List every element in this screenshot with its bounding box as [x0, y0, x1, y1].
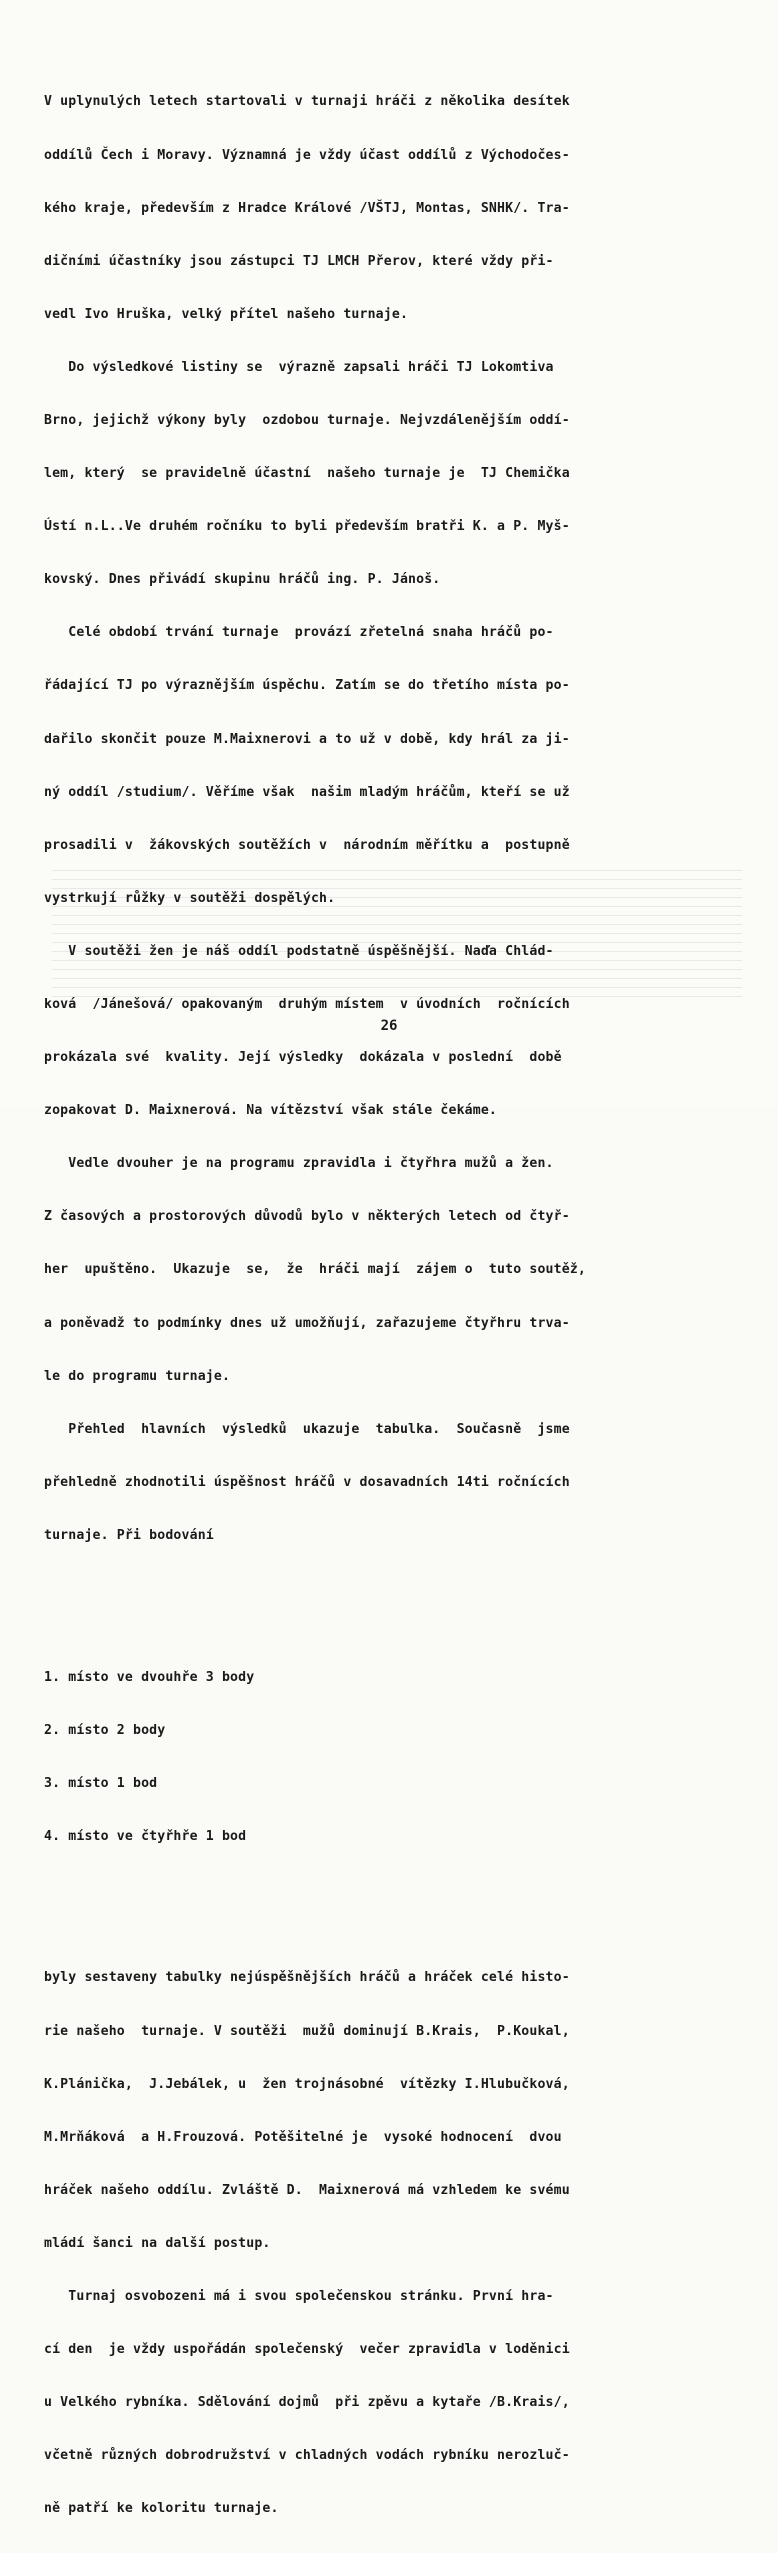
- text-line: vedl Ivo Hruška, velký přítel našeho turnaje.: [44, 306, 409, 322]
- text-line: Z časových a prostorových důvodů bylo v některých letech od čtyř-: [44, 1209, 570, 1225]
- text-line: řádající TJ po výraznějším úspěchu. Zatím se do třetího místa po-: [44, 678, 570, 694]
- text-line: Do výsledkové listiny se výrazně zapsali hráči TJ Lokomtiva: [44, 359, 554, 375]
- paragraph-gap: [44, 1598, 744, 1616]
- text-line: včetně různých dobrodružství v chladných vodách rybníku nerozluč-: [44, 2448, 570, 2464]
- text-line: K.Plánička, J.Jebálek, u žen trojnásobné vítězky I.Hlubučková,: [44, 2076, 570, 2092]
- text-line: lem, který se pravidelně účastní našeho turnaje je TJ Chemička: [44, 466, 570, 482]
- text-line: turnaje. Při bodování: [44, 1527, 214, 1543]
- text-line: M.Mrňáková a H.Frouzová. Potěšitelné je vysoké hodnocení dvou: [44, 2129, 562, 2145]
- text-line: dičními účastníky jsou zástupci TJ LMCH Přerov, které vždy při-: [44, 253, 554, 269]
- list-item: 2. místo 2 body: [44, 1722, 166, 1738]
- text-line: Ústí n.L..Ve druhém ročníku to byli především bratři K. a P. Myš-: [44, 519, 570, 535]
- text-line: Přehled hlavních výsledků ukazuje tabulka. Současně jsme: [44, 1421, 570, 1437]
- text-line: dařilo skončit pouze M.Maixnerovi a to už v době, kdy hrál za ji-: [44, 731, 570, 747]
- text-line: ková /Jánešová/ opakovaným druhým místem v úvodních ročnících: [44, 997, 570, 1012]
- text-line: zopakovat D. Maixnerová. Na vítězství však stále čekáme.: [44, 1103, 498, 1119]
- list-item: 1. místo ve dvouhře 3 body: [44, 1669, 255, 1685]
- text-line: hráček našeho oddílu. Zvláště D. Maixnerová má vzhledem ke svému: [44, 2182, 570, 2198]
- text-line: a poněvadž to podmínky dnes už umožňují, zařazujeme čtyřhru trva-: [44, 1315, 570, 1331]
- text-line: rie našeho turnaje. V soutěži mužů dominují B.Krais, P.Koukal,: [44, 2023, 570, 2039]
- text-line: u Velkého rybníka. Sdělování dojmů při zpěvu a kytaře /B.Krais/,: [44, 2395, 570, 2411]
- text-line: cí den je vždy uspořádán společenský večer zpravidla v loděnici: [44, 2342, 570, 2358]
- page-number: 26: [380, 1018, 398, 1034]
- text-line: prokázala své kvality. Její výsledky dokázala v poslední době: [44, 1050, 562, 1066]
- text-line: byly sestaveny tabulky nejúspěšnějších hráčů a hráček celé histo-: [44, 1970, 570, 1986]
- body-text: [44, 58, 744, 2553]
- text-line: V soutěži žen je náš oddíl podstatně úspěšnější. Naďa Chlád-: [44, 943, 554, 959]
- text-line: ně patří ke koloritu turnaje.: [44, 2501, 279, 2517]
- text-line: le do programu turnaje.: [44, 1368, 231, 1384]
- paragraph-gap: [44, 1899, 744, 1917]
- text-line: mládí šanci na další postup.: [44, 2235, 271, 2251]
- text-line: ný oddíl /studium/. Věříme však našim mladým hráčům, kteří se už: [44, 784, 570, 800]
- text-line: prosadili v žákovských soutěžích v národním měřítku a postupně: [44, 837, 570, 853]
- text-line: Turnaj osvobozeni má i svou společenskou stránku. První hra-: [44, 2288, 554, 2304]
- text-line: vystrkují růžky v soutěži dospělých.: [44, 890, 336, 906]
- text-line: kého kraje, především z Hradce Králové /VŠTJ, Montas, SNHK/. Tra-: [44, 200, 570, 216]
- text-line: V uplynulých letech startovali v turnaji hráči z několika desítek: [44, 94, 570, 110]
- text-line: Vedle dvouher je na programu zpravidla i čtyřhra mužů a žen.: [44, 1156, 554, 1172]
- text-line: Brno, jejichž výkony byly ozdobou turnaje. Nejvzdálenějším oddí-: [44, 412, 570, 428]
- text-line: přehledně zhodnotili úspěšnost hráčů v dosavadních 14ti ročnících: [44, 1474, 570, 1490]
- list-item: 3. místo 1 bod: [44, 1775, 158, 1791]
- text-line: Celé období trvání turnaje provází zřetelná snaha hráčů po-: [44, 625, 554, 641]
- text-line: her upuštěno. Ukazuje se, že hráči mají zájem o tuto soutěž,: [44, 1262, 586, 1278]
- text-line: kovský. Dnes přivádí skupinu hráčů ing. P. Jánoš.: [44, 572, 441, 588]
- text-line: oddílů Čech i Moravy. Významná je vždy účast oddílů z Východočes-: [44, 147, 570, 163]
- list-item: 4. místo ve čtyřhře 1 bod: [44, 1828, 247, 1844]
